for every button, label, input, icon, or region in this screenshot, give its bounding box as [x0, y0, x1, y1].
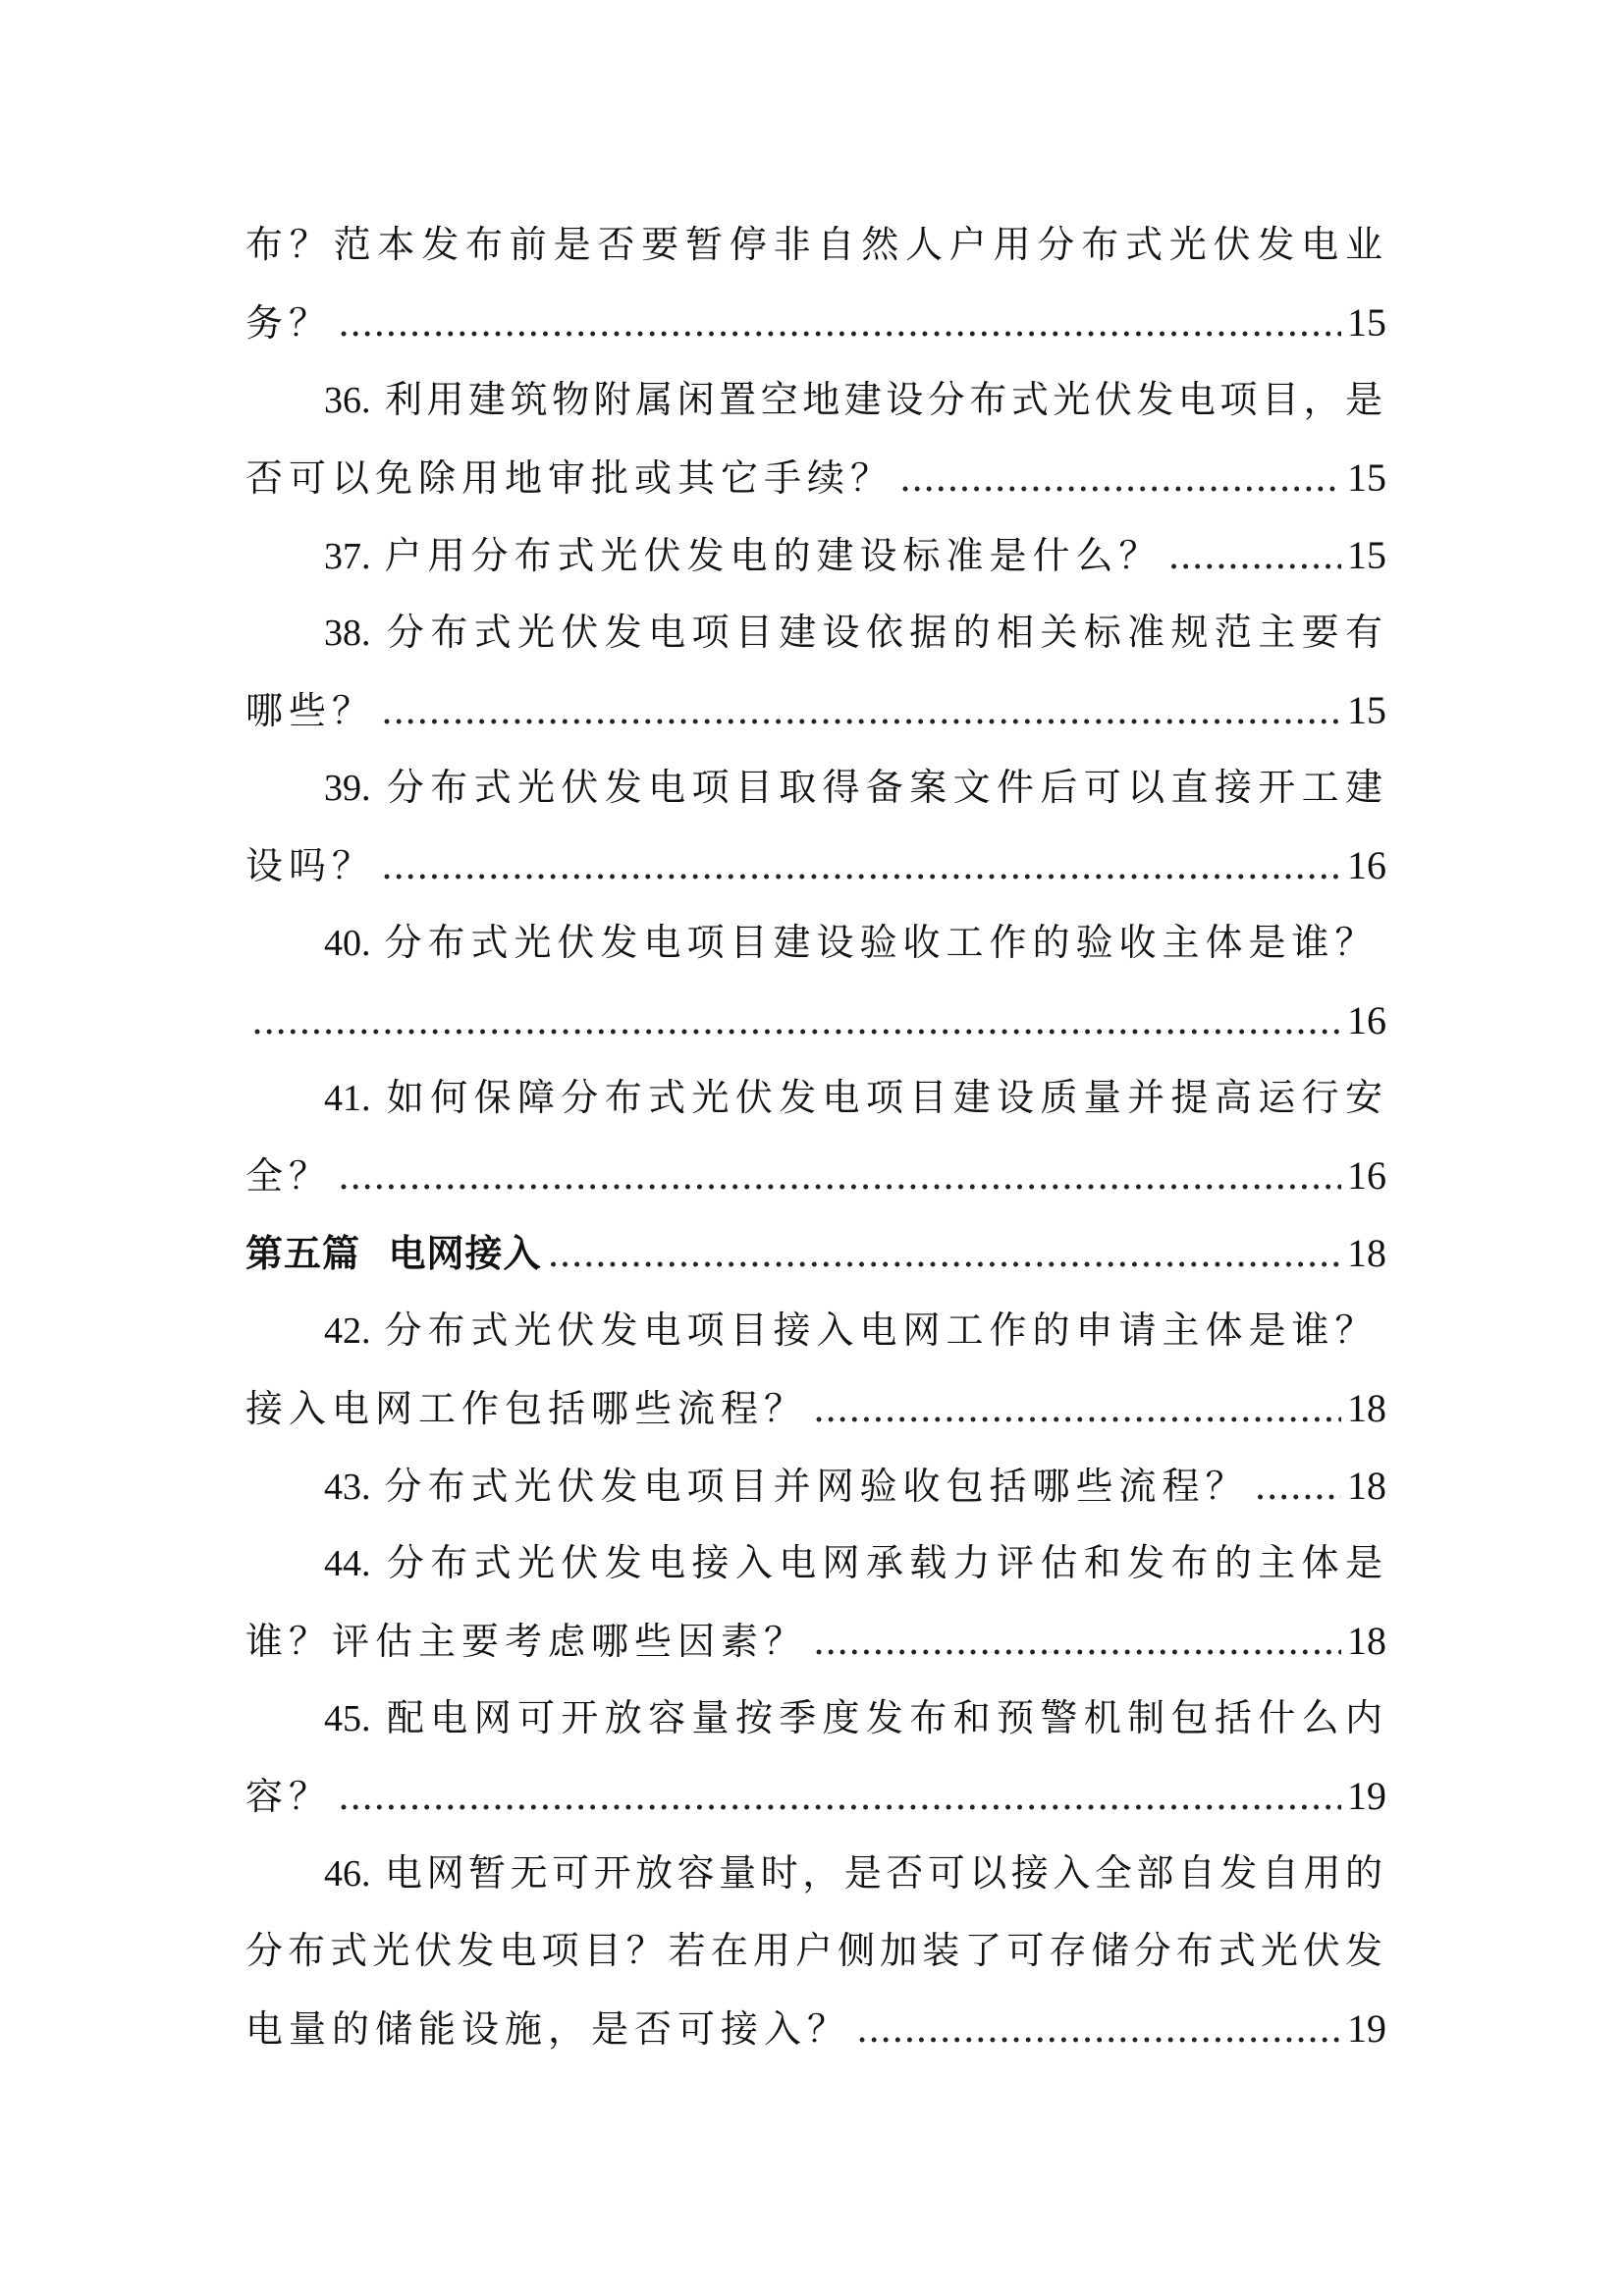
toc-line[interactable] [245, 749, 1386, 827]
toc-entry-number: 37. [324, 536, 371, 577]
toc-entry-text: 分布式光伏发电项目建设验收工作的验收主体是谁？ [384, 921, 1379, 964]
toc-section-title: 第五篇 电网接入 [245, 1232, 542, 1275]
dot-leader [338, 1138, 1341, 1215]
dot-leader [899, 440, 1341, 517]
dot-leader [1168, 517, 1341, 595]
toc-entry-text: 全？ [245, 1154, 333, 1198]
toc-line[interactable] [245, 1757, 1386, 1835]
toc-line[interactable] [245, 1602, 1386, 1680]
dot-leader [381, 672, 1341, 750]
toc-line[interactable] [245, 1680, 1386, 1757]
dot-leader [338, 1758, 1341, 1836]
toc-entry-text: 分布式光伏发电项目并网验收包括哪些流程？ [384, 1465, 1249, 1508]
toc-page-number: 16 [1347, 1153, 1386, 1198]
toc-entry-text: 户用分布式光伏发电的建设标准是什么？ [384, 534, 1163, 577]
toc-entry-text: 分布式光伏发电项目？若在用户侧加装了可存储分布式光伏发 [245, 1929, 1386, 1972]
toc-entry-text: 接入电网工作包括哪些流程？ [245, 1387, 808, 1430]
toc-page-number: 15 [1347, 300, 1386, 345]
dot-leader [813, 1370, 1341, 1448]
toc-entry-text: 哪些？ [245, 689, 376, 732]
dot-leader [856, 1991, 1341, 2068]
toc-line[interactable] [245, 516, 1386, 594]
toc-line[interactable] [245, 982, 1386, 1059]
toc-line[interactable] [245, 1447, 1386, 1524]
dot-leader [1255, 1448, 1341, 1525]
toc-entry-text: 谁？评估主要考虑哪些因素？ [245, 1620, 808, 1663]
toc-entry-number: 46. [324, 1853, 371, 1895]
toc-entry-number: 44. [324, 1543, 371, 1584]
toc-entry-text: 否可以免除用地审批或其它手续？ [245, 456, 894, 500]
toc-page-number: 15 [1347, 533, 1386, 577]
toc-entry-number: 42. [324, 1310, 371, 1352]
toc-entry-text: 配电网可开放容量按季度发布和预警机制包括什么内 [384, 1696, 1386, 1739]
toc-entry-text: 布？范本发布前是否要暂停非自然人户用分布式光伏发电业 [245, 223, 1386, 266]
dot-leader [547, 1215, 1341, 1293]
toc-entry-text: 设吗？ [245, 844, 376, 887]
toc-page-number: 18 [1347, 1386, 1386, 1430]
toc-entry-text: 分布式光伏发电项目建设依据的相关标准规范主要有 [384, 611, 1386, 654]
toc-page-number: 18 [1347, 1619, 1386, 1663]
toc-page-number: 19 [1347, 1774, 1386, 1818]
toc-entry-text: 如何保障分布式光伏发电项目建设质量并提高运行安 [384, 1076, 1386, 1119]
toc-entry-number: 45. [324, 1698, 371, 1739]
toc-entry-text: 分布式光伏发电项目取得备案文件后可以直接开工建 [384, 766, 1386, 809]
toc-section-line[interactable] [245, 1214, 1386, 1292]
toc-line[interactable] [245, 671, 1386, 749]
toc-line[interactable] [245, 594, 1386, 671]
dot-leader [381, 828, 1341, 905]
toc-entry-text: 分布式光伏发电项目接入电网工作的申请主体是谁？ [384, 1308, 1379, 1352]
toc-page-number: 15 [1347, 688, 1386, 732]
dot-leader [251, 983, 1341, 1060]
toc-line[interactable] [245, 1137, 1386, 1214]
toc-line[interactable] [245, 439, 1386, 516]
toc-page-number: 16 [1347, 843, 1386, 887]
toc-line [245, 206, 1386, 284]
toc-line[interactable] [245, 1369, 1386, 1447]
toc-page-number: 16 [1347, 998, 1386, 1042]
toc-line[interactable] [245, 1292, 1386, 1369]
toc-entry-text: 分布式光伏发电接入电网承载力评估和发布的主体是 [384, 1541, 1386, 1584]
toc-entry-number: 41. [324, 1078, 371, 1119]
toc-entry-number: 39. [324, 768, 371, 809]
dot-leader [813, 1603, 1341, 1681]
toc-line[interactable] [245, 1059, 1386, 1137]
toc-entry-number: 40. [324, 923, 371, 964]
toc-page-number: 15 [1347, 455, 1386, 500]
toc-page-number: 18 [1347, 1464, 1386, 1508]
toc-line[interactable] [245, 1990, 1386, 2067]
toc-entry-number: 43. [324, 1467, 371, 1508]
toc-line[interactable] [245, 1524, 1386, 1602]
dot-leader [338, 285, 1341, 362]
toc-line[interactable] [245, 1835, 1386, 1912]
toc-entry-text: 电量的储能设施，是否可接入？ [245, 2007, 851, 2051]
toc-line[interactable] [245, 1912, 1386, 1990]
toc-line[interactable] [245, 827, 1386, 904]
toc-entry-text: 电网暂无可开放容量时，是否可以接入全部自发自用的 [384, 1851, 1386, 1895]
toc-entry-number: 38. [324, 613, 371, 654]
toc-page-number: 18 [1347, 1231, 1386, 1275]
toc-entry-number: 36. [324, 380, 371, 421]
toc-entry-text: 容？ [245, 1775, 333, 1818]
toc-entry-text: 务？ [245, 301, 333, 345]
toc-line[interactable] [245, 904, 1386, 982]
toc-page-number: 19 [1347, 2006, 1386, 2051]
table-of-contents [245, 206, 1386, 2067]
toc-entry-text: 利用建筑物附属闲置空地建设分布式光伏发电项目，是 [384, 378, 1386, 421]
toc-line[interactable] [245, 361, 1386, 439]
toc-line[interactable] [245, 284, 1386, 361]
